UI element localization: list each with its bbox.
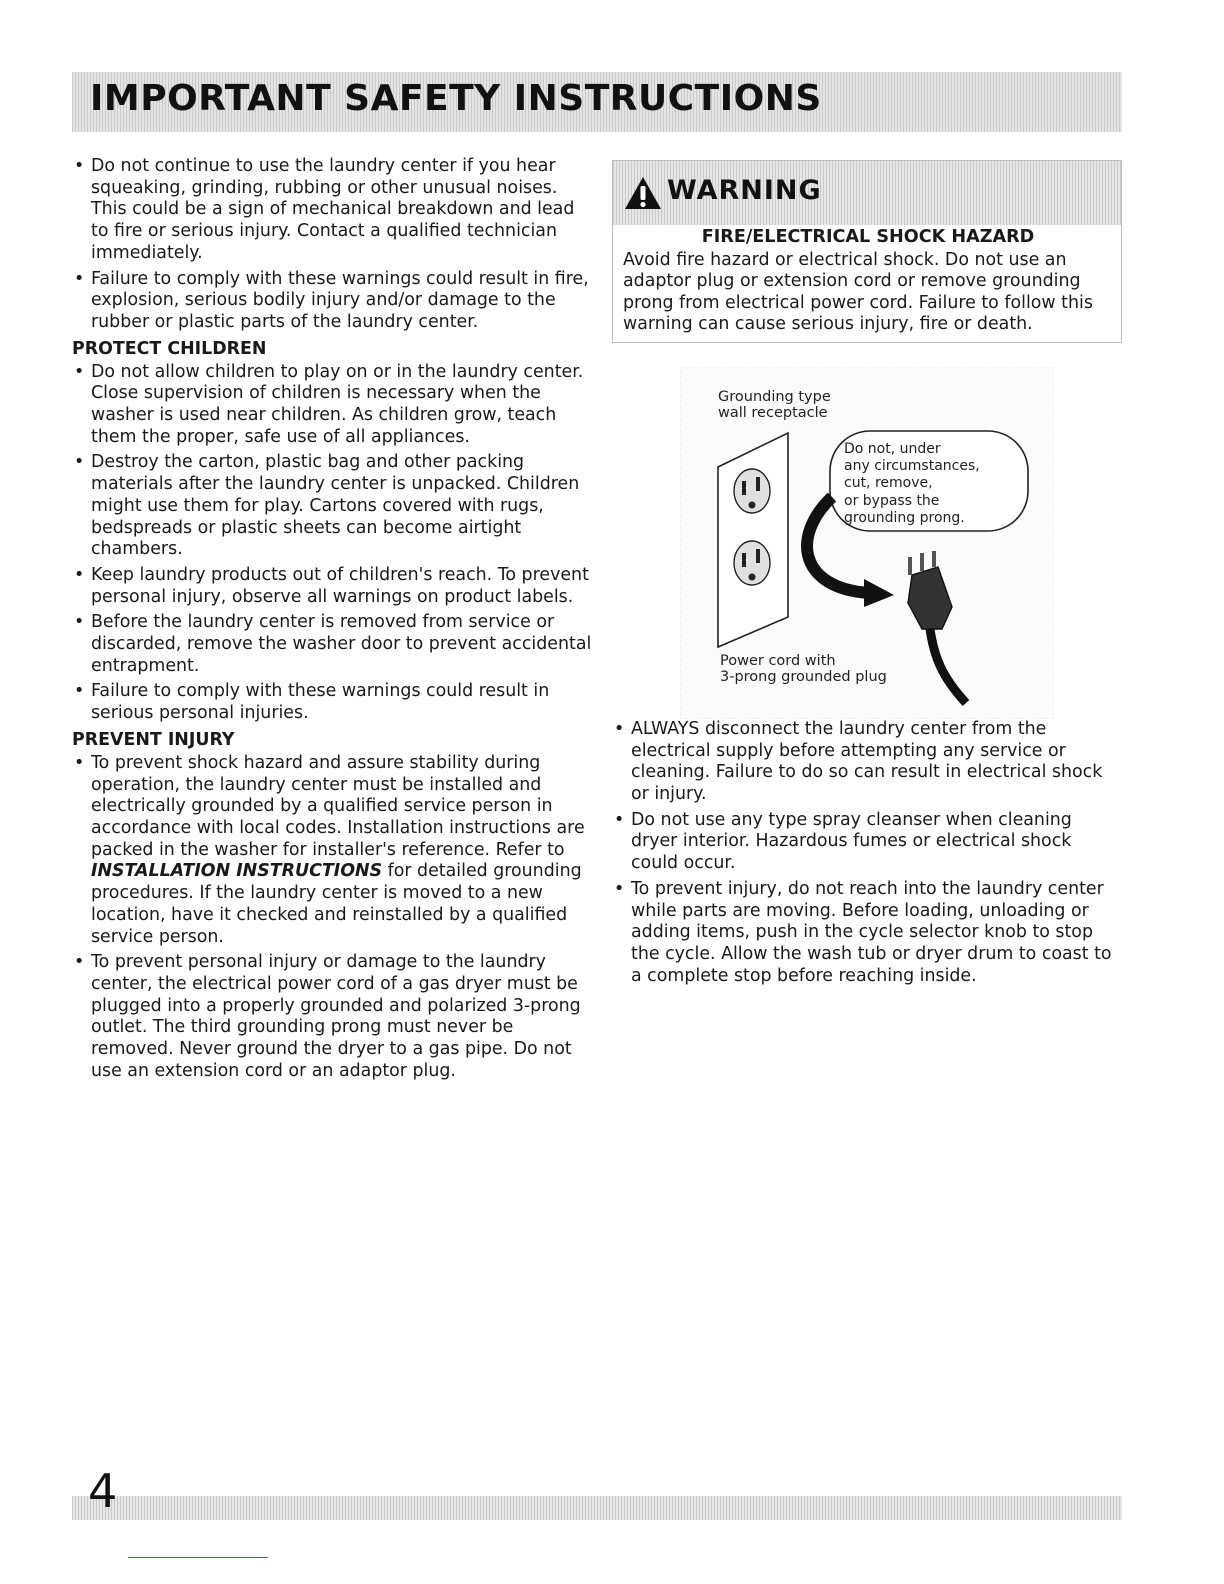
protect-children-heading: PROTECT CHILDREN — [72, 338, 267, 359]
callout-line: cut, remove, — [844, 475, 933, 492]
list-item: • To prevent injury, do not reach into the laundry center while parts are moving. Before loading, unloading or adding items, push in the cycle selector knob to stop the cycle. Allow the wash tub or dryer drum to coast to a complete stop before reaching inside. — [612, 879, 1122, 988]
footer-bar — [72, 1496, 1122, 1520]
list-item-text: for detailed grounding procedures. If the laundry center is moved to a new location, have it checked and reinstalled by a qualified service person. — [91, 861, 582, 947]
warning-subtitle: FIRE/ELECTRICAL SHOCK HAZARD — [701, 227, 1035, 247]
warning-body — [613, 227, 1121, 342]
grounding-illustration — [680, 367, 1054, 719]
callout-line: or bypass the — [844, 492, 940, 509]
list-item — [72, 753, 592, 948]
callout-line: grounding prong. — [844, 509, 965, 526]
left-column — [72, 156, 592, 1086]
prevent-injury-heading: PREVENT INJURY — [72, 729, 235, 750]
receptacle-label-line: wall receptacle — [718, 404, 828, 421]
intro-list — [72, 156, 592, 334]
page-title: IMPORTANT SAFETY INSTRUCTIONS — [90, 78, 822, 119]
plug-label-line: Power cord with — [720, 652, 836, 669]
warning-header — [613, 161, 1121, 225]
callout-line: any circumstances, — [844, 458, 980, 475]
list-item: • To prevent personal injury or damage to the laundry center, the electrical power cord of a gas dryer must be plugged into a properly grounded and polarized 3-prong outlet. The third grounding prong must never be removed. Never ground the dryer to a gas pipe. Do not use an extension cord or an adaptor plug. — [72, 952, 592, 1082]
right-list — [612, 719, 1122, 987]
receptacle-label-line: Grounding type — [718, 388, 831, 405]
list-item: • Do not allow children to play on or in the laundry center. Close supervision of children is necessary when the washer is used near children. As children grow, teach them the proper, safe use of all appliances. — [72, 362, 592, 449]
warning-triangle-icon — [623, 175, 663, 215]
prevent-injury-list — [72, 753, 592, 1083]
plug-label-line: 3-prong grounded plug — [720, 668, 887, 685]
warning-box — [612, 160, 1122, 343]
protect-children-list — [72, 362, 592, 725]
page-number: 4 — [88, 1464, 118, 1518]
list-item: • Before the laundry center is removed from service or discarded, remove the washer door to prevent accidental entrapment. — [72, 612, 592, 677]
receptacle-label — [718, 389, 831, 421]
grounding-callout — [844, 441, 980, 527]
list-item: • Failure to comply with these warnings could result in serious personal injuries. — [72, 681, 592, 724]
installation-instructions-reference: INSTALLATION INSTRUCTIONS — [91, 861, 383, 882]
list-item: • Do not use any type spray cleanser when cleaning dryer interior. Hazardous fumes or electrical shock could occur. — [612, 810, 1122, 875]
plug-label — [720, 653, 887, 685]
list-item-text: To prevent shock hazard and assure stability during operation, the laundry center must be installed and electrically grounded by a qualified service person in accordance with local codes. Installation instructions are packed in the washer for installer's reference. Refer to — [91, 752, 585, 860]
list-item: • Keep laundry products out of children's reach. To prevent personal injury, observe all warnings on product labels. — [72, 565, 592, 608]
warning-text: Avoid fire hazard or electrical shock. Do not use an adaptor plug or extension cord or remove grounding prong from electrical power cord. Failure to follow this warning can cause serious injury, fire or death. — [623, 249, 1093, 335]
list-item: • Destroy the carton, plastic bag and other packing materials after the laundry center is unpacked. Children might use them for play. Cartons covered with rugs, bedspreads or plastic sheets can become airtight chambers. — [72, 452, 592, 561]
callout-line: Do not, under — [844, 440, 941, 457]
list-item: • Do not continue to use the laundry center if you hear squeaking, grinding, rubbing or other unusual noises. This could be a sign of mechanical breakdown and lead to fire or serious injury. Contact a qualified technician immediately. — [72, 156, 592, 265]
right-column — [612, 160, 1122, 991]
header-banner — [72, 72, 1122, 132]
list-item: • Failure to comply with these warnings could result in fire, explosion, serious bodily injury and/or damage to the rubber or plastic parts of the laundry center. — [72, 269, 592, 334]
link-underline — [128, 1557, 268, 1558]
warning-title: WARNING — [667, 175, 822, 206]
list-item: • ALWAYS disconnect the laundry center from the electrical supply before attempting any service or cleaning. Failure to do so can result in electrical shock or injury. — [612, 719, 1122, 806]
